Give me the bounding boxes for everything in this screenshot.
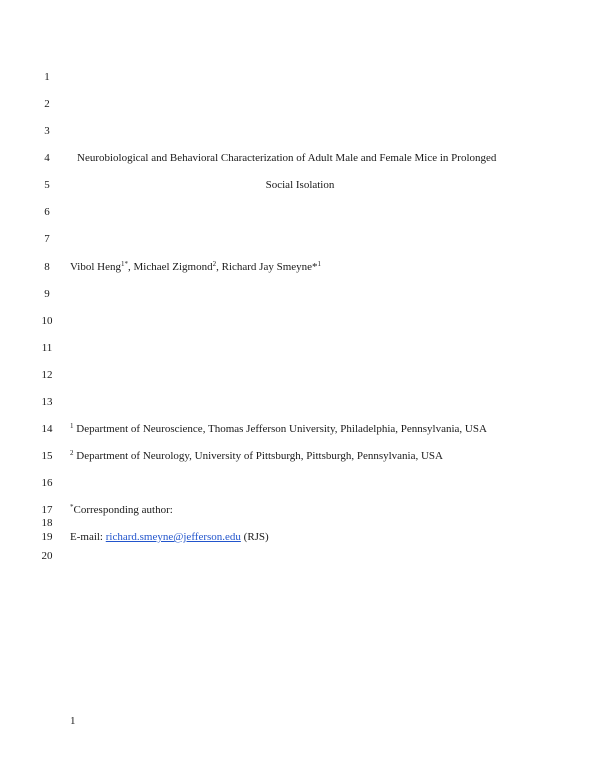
line-number: 13	[41, 396, 53, 408]
affiliation-1	[70, 422, 487, 436]
author-list: Vibol Heng$^{1*}$, Michael Zigmond$^2$, Richard Jay Smeyne*$^1$	[70, 260, 322, 273]
author-name: Vibol Heng	[70, 261, 121, 273]
line-number: 2	[44, 98, 50, 110]
line-number: 19	[41, 531, 53, 543]
author-name: Richard Jay Smeyne*	[221, 261, 318, 273]
email-line	[70, 530, 269, 544]
line-number: 5	[44, 179, 50, 191]
line-number: 6	[44, 206, 50, 218]
line-number: 1	[44, 71, 50, 83]
affiliation-text: Department of Neurology, University of Pittsburgh, Pittsburgh, Pennsylvania, USA	[76, 450, 443, 462]
line-number: 11	[41, 342, 53, 354]
line-number: 17	[41, 504, 53, 516]
title-line-2: Social Isolation	[265, 179, 335, 191]
line-number: 8	[44, 261, 50, 273]
page-number: 1	[70, 715, 76, 727]
corresponding-text: Corresponding author:	[73, 504, 173, 516]
line-number: 14	[41, 423, 53, 435]
affiliation-mark: 2	[70, 449, 74, 457]
email-suffix: (RJS)	[240, 531, 269, 543]
email-link[interactable]: richard.smeyne@jefferson.edu	[105, 531, 241, 543]
line-number: 15	[41, 450, 53, 462]
email-label: E-mail:	[70, 531, 106, 543]
line-number: 16	[41, 477, 53, 489]
affiliation-mark: 1	[70, 422, 74, 430]
corresponding-author-label	[70, 503, 173, 517]
line-number: 10	[41, 315, 53, 327]
author-affiliation-mark: 2	[212, 260, 217, 268]
line-number: 7	[44, 233, 50, 245]
corresponding-mark: *	[70, 503, 74, 511]
author-name: Michael Zigmond	[133, 261, 213, 273]
title-line-1: Neurobiological and Behavioral Characterization of Adult Male and Female Mice in Prolonged	[77, 152, 497, 164]
author-affiliation-mark: 1	[317, 260, 322, 268]
line-number: 20	[41, 550, 53, 562]
author-affiliation-mark: 1*	[120, 260, 128, 268]
line-number: 9	[44, 288, 50, 300]
affiliation-2	[70, 449, 443, 463]
line-number: 12	[41, 369, 53, 381]
line-number: 4	[44, 152, 50, 164]
line-number: 18	[41, 517, 53, 529]
affiliation-text: Department of Neuroscience, Thomas Jefferson University, Philadelphia, Pennsylvania, USA	[76, 423, 487, 435]
line-number: 3	[44, 125, 50, 137]
